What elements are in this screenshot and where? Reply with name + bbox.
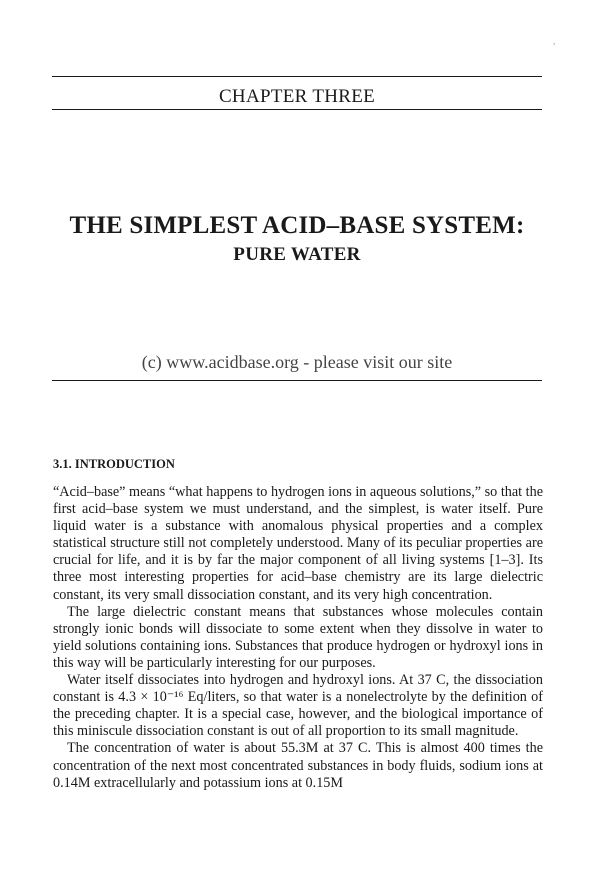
chapter-title: THE SIMPLEST ACID–BASE SYSTEM: — [69, 212, 525, 239]
margin-mark: , — [553, 36, 556, 46]
chapter-subtitle: PURE WATER — [233, 244, 361, 265]
body-text — [53, 484, 543, 792]
paragraph-3: Water itself dissociates into hydrogen and hydroxyl ions. At 37 C, the dissociation constant is 4.3 × 10⁻¹⁶ Eq/liters, so that water is a nonelectrolyte by the definition of the preceding chapter. It is a special case, however, and the biological importance of this miniscule dissociation constant is out of all proportion to its small magnitude. — [53, 672, 543, 740]
copyright-watermark: (c) www.acidbase.org - please visit our site — [141, 352, 453, 372]
paragraph-1: “Acid–base” means “what happens to hydrogen ions in aqueous solutions,” so that the first acid–base system we must understand, and the simplest, is water itself. Pure liquid water is a substance with anomalous physical properties and a complex statistical structure still not completely understood. Many of its peculiar properties are crucial for life, and it is by far the major component of all living systems [1–3]. Its three most interesting properties for acid–base chemistry are its large dielectric constant, its very small dissociation constant, and its very high concentration. — [53, 484, 543, 603]
top-rule — [52, 76, 542, 77]
paragraph-2: The large dielectric constant means that substances whose molecules contain strongly ionic bonds will dissociate to some extent when they dissolve in water to yield solutions containing ions. Substances that produce hydrogen or hydroxyl ions in this way will be particularly interesting for our purposes. — [53, 603, 543, 671]
chapter-label: CHAPTER THREE — [218, 86, 376, 107]
title-bottom-rule — [52, 380, 542, 381]
paragraph-4: The concentration of water is about 55.3M at 37 C. This is almost 400 times the concentration of the next most concentrated substances in body fluids, sodium ions at 0.14M extracellularly and potassium ions at 0.15M — [53, 740, 543, 791]
section-heading: 3.1. INTRODUCTION — [53, 457, 175, 471]
chapter-underline-rule — [52, 109, 542, 110]
